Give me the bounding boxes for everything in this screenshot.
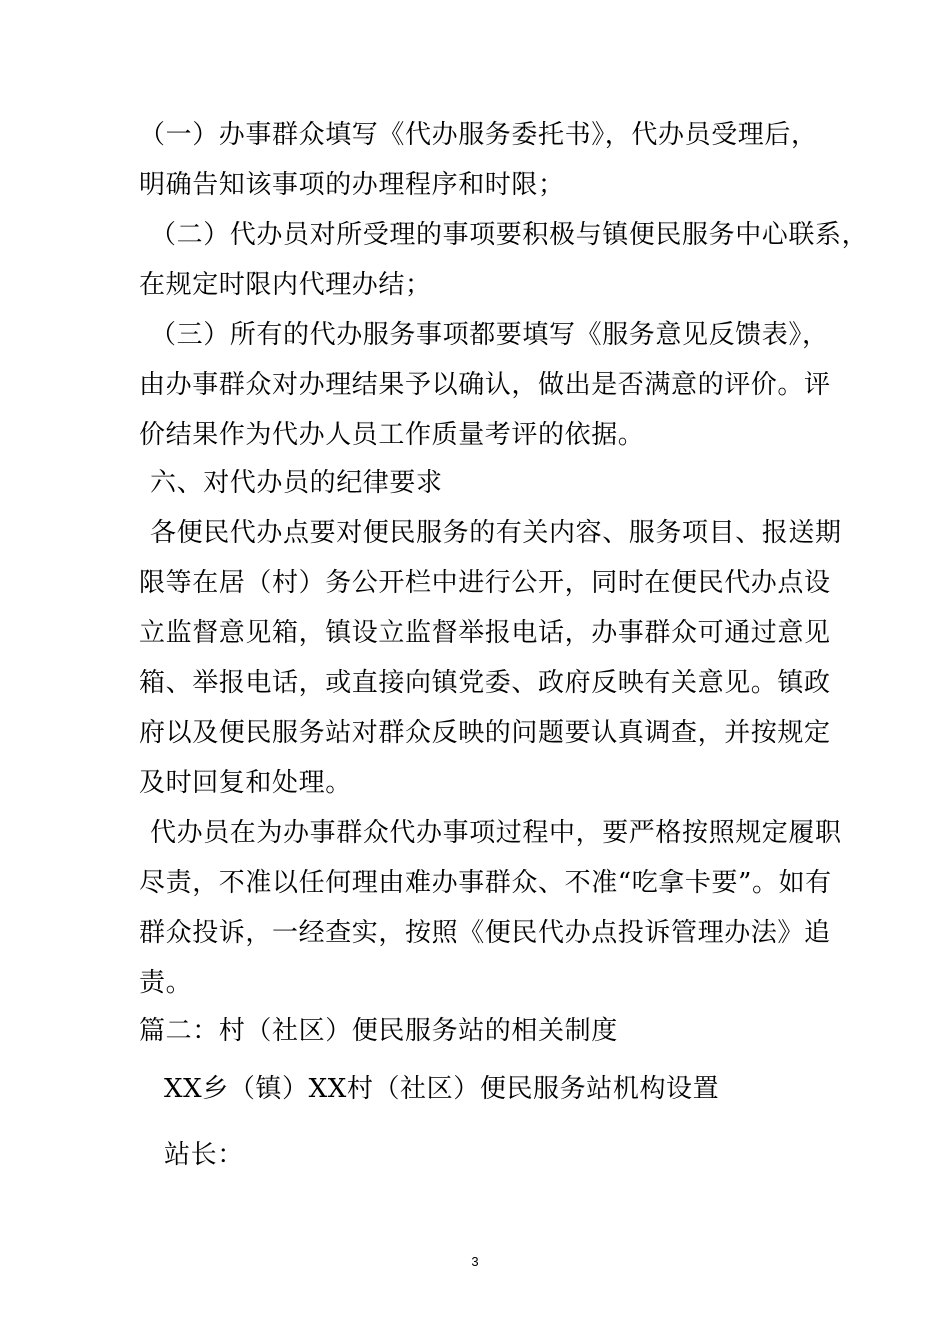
text-line: 各便民代办点要对便民服务的有关内容、服务项目、报送期 xyxy=(150,518,842,548)
text-line: （一）办事群众填写《代办服务委托书》，代办员受理后， xyxy=(139,120,818,150)
text-line: 府以及便民服务站对群众反映的问题要认真调查，并按规定 xyxy=(139,718,831,748)
text-line: （二）代办员对所受理的事项要积极与镇便民服务中心联系， xyxy=(150,220,869,250)
text-line: 及时回复和处理。 xyxy=(139,768,352,798)
text-line: 由办事群众对办理结果予以确认，做出是否满意的评价。评 xyxy=(139,370,831,400)
text-line: 群众投诉，一经查实，按照《便民代办点投诉管理办法》追 xyxy=(139,918,831,948)
text-line: 代办员在为办事群众代办事项过程中，要严格按照规定履职 xyxy=(150,818,842,848)
chapter-heading: 篇二：村（社区）便民服务站的相关制度 xyxy=(139,1016,618,1046)
text-line: 箱、举报电话，或直接向镇党委、政府反映有关意见。镇政 xyxy=(139,668,831,698)
text-line: 尽责，不准以任何理由难办事群众、不准“吃拿卡要”。如有 xyxy=(139,868,832,898)
text-line: 限等在居（村）务公开栏中进行公开，同时在便民代办点设 xyxy=(139,568,831,598)
text-line: 在规定时限内代理办结； xyxy=(139,270,432,300)
text-line: 明确告知该事项的办理程序和时限； xyxy=(139,170,565,200)
org-setup-title: XX乡（镇）XX村（社区）便民服务站机构设置 xyxy=(164,1074,720,1104)
text-line: 责。 xyxy=(139,968,193,998)
station-head-label: 站长： xyxy=(164,1140,244,1170)
page-number: 3 xyxy=(471,1254,479,1269)
section-heading: 六、对代办员的纪律要求 xyxy=(150,468,443,498)
text-line: 立监督意见箱，镇设立监督举报电话，办事群众可通过意见 xyxy=(139,618,831,648)
text-line: 价结果作为代办人员工作质量考评的依据。 xyxy=(139,420,645,450)
text-line: （三）所有的代办服务事项都要填写《服务意见反馈表》， xyxy=(150,320,829,350)
